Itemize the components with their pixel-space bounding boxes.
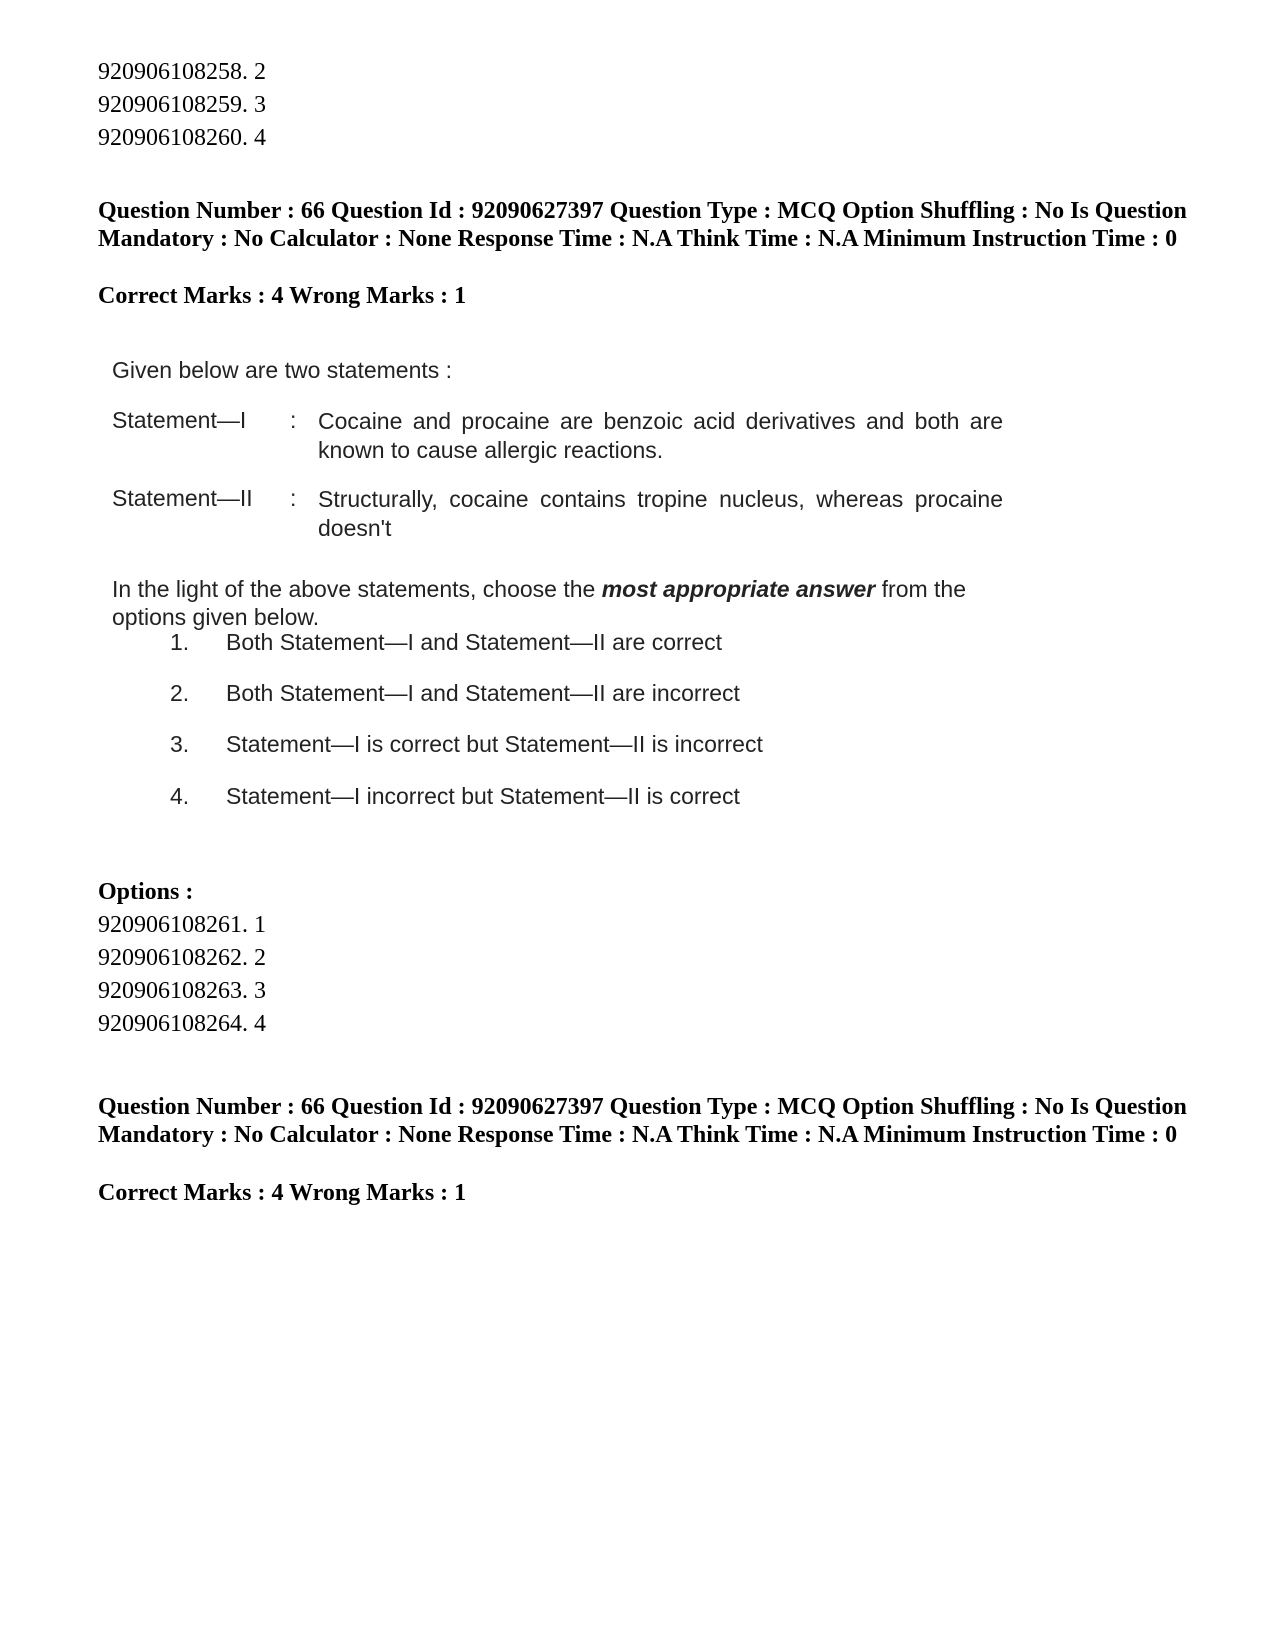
question-instruction xyxy=(112,575,992,631)
option-line: 920906108259. 3 xyxy=(98,92,266,118)
question-intro: Given below are two statements : xyxy=(112,357,453,383)
question-image xyxy=(98,345,1008,860)
instruction-before: In the light of the above statements, choose the xyxy=(112,576,602,602)
choice-number: 2. xyxy=(170,680,190,706)
choice-number: 1. xyxy=(170,629,190,655)
choice-text: Both Statement—I and Statement—II are incorrect xyxy=(226,680,740,706)
choice-item xyxy=(170,680,740,707)
statement-2-text: Structurally, cocaine contains tropine nucleus, whereas procaine doesn't xyxy=(318,486,1003,541)
choice-number: 4. xyxy=(170,783,190,809)
options-heading: Options : xyxy=(98,879,194,905)
choice-text: Statement—I incorrect but Statement—II is correct xyxy=(226,783,740,809)
choice-item xyxy=(170,783,740,810)
choice-item xyxy=(170,731,763,758)
choice-number: 3. xyxy=(170,731,190,757)
instruction-emphasis: most appropriate answer xyxy=(601,576,876,602)
question-marks: Correct Marks : 4 Wrong Marks : 1 xyxy=(98,1180,467,1206)
option-line: 920906108261. 1 xyxy=(98,912,266,938)
statement-1-text: Cocaine and procaine are benzoic acid derivatives and both are known to cause allergic reactions. xyxy=(318,408,1003,463)
statement-2-colon: : xyxy=(290,485,297,511)
statement-2-label: Statement—II xyxy=(112,485,253,511)
option-line: 920906108258. 2 xyxy=(98,59,266,85)
choice-text: Statement—I is correct but Statement—II is incorrect xyxy=(226,731,763,757)
statement-1-label: Statement—I xyxy=(112,407,247,433)
question-marks: Correct Marks : 4 Wrong Marks : 1 xyxy=(98,283,467,309)
question-meta: Question Number : 66 Question Id : 92090627397 Question Type : MCQ Option Shuffling : No Is Question Mandatory : No Calculator : None Response Time : N.A Think Time : N.A Minimum Instruction Time : 0 xyxy=(98,198,1187,252)
option-line: 920906108262. 2 xyxy=(98,945,266,971)
instruction-after: from the options given below. xyxy=(112,576,967,630)
question-meta: Question Number : 66 Question Id : 92090627397 Question Type : MCQ Option Shuffling : No Is Question Mandatory : No Calculator : None Response Time : N.A Think Time : N.A Minimum Instruction Time : 0 xyxy=(98,1094,1187,1148)
statement-1-colon: : xyxy=(290,407,297,433)
option-line: 920906108263. 3 xyxy=(98,978,266,1004)
choice-text: Both Statement—I and Statement—II are correct xyxy=(226,629,723,655)
option-line: 920906108260. 4 xyxy=(98,125,266,151)
option-line: 920906108264. 4 xyxy=(98,1011,266,1037)
choice-item xyxy=(170,629,722,656)
